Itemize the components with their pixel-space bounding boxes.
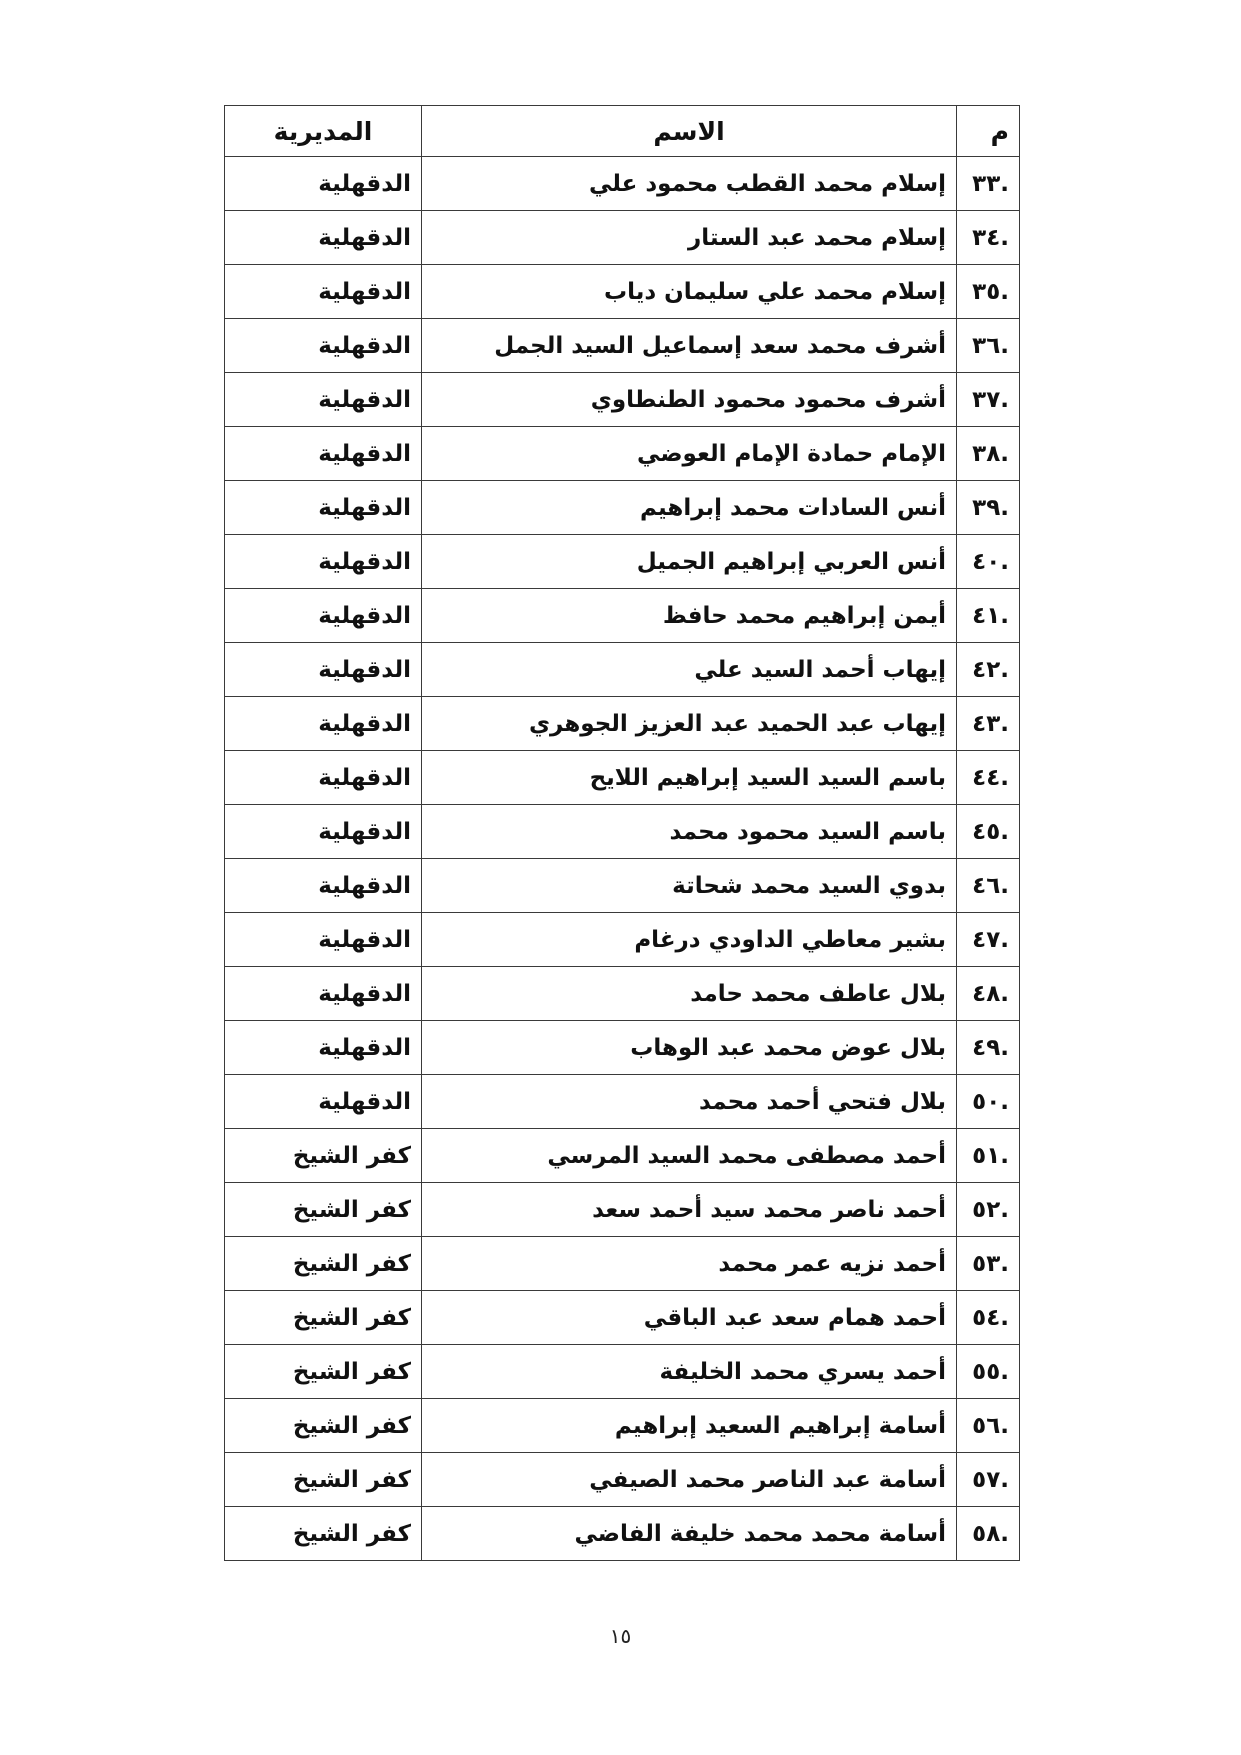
row-name: أحمد همام سعد عبد الباقي xyxy=(422,1291,957,1345)
row-name: أنس العربي إبراهيم الجميل xyxy=(422,535,957,589)
row-directorate: كفر الشيخ xyxy=(225,1399,422,1453)
row-number: .٤٤ xyxy=(957,751,1020,805)
row-name: إيهاب أحمد السيد علي xyxy=(422,643,957,697)
row-directorate: الدقهلية xyxy=(225,589,422,643)
table-row xyxy=(225,967,1020,1021)
table-row xyxy=(225,427,1020,481)
row-directorate: كفر الشيخ xyxy=(225,1453,422,1507)
table-row xyxy=(225,1237,1020,1291)
row-number: .٥١ xyxy=(957,1129,1020,1183)
table-header-row xyxy=(225,106,1020,157)
row-number: .٣٥ xyxy=(957,265,1020,319)
table-row xyxy=(225,859,1020,913)
table-row xyxy=(225,697,1020,751)
row-directorate: كفر الشيخ xyxy=(225,1183,422,1237)
row-directorate: الدقهلية xyxy=(225,697,422,751)
row-number: .٣٨ xyxy=(957,427,1020,481)
table-row xyxy=(225,1453,1020,1507)
row-directorate: كفر الشيخ xyxy=(225,1129,422,1183)
table-row xyxy=(225,319,1020,373)
row-name: أسامة محمد محمد خليفة الفاضي xyxy=(422,1507,957,1561)
row-number: .٣٩ xyxy=(957,481,1020,535)
row-directorate: الدقهلية xyxy=(225,535,422,589)
row-name: الإمام حمادة الإمام العوضي xyxy=(422,427,957,481)
table-row xyxy=(225,643,1020,697)
row-number: .٥٥ xyxy=(957,1345,1020,1399)
row-directorate: كفر الشيخ xyxy=(225,1291,422,1345)
table-row xyxy=(225,265,1020,319)
row-number: .٥٦ xyxy=(957,1399,1020,1453)
table-row xyxy=(225,1399,1020,1453)
row-number: .٥٧ xyxy=(957,1453,1020,1507)
row-name: أشرف محمود محمود الطنطاوي xyxy=(422,373,957,427)
row-directorate: الدقهلية xyxy=(225,913,422,967)
row-name: أنس السادات محمد إبراهيم xyxy=(422,481,957,535)
table-row xyxy=(225,1075,1020,1129)
row-directorate: كفر الشيخ xyxy=(225,1507,422,1561)
row-name: بدوي السيد محمد شحاتة xyxy=(422,859,957,913)
row-directorate: الدقهلية xyxy=(225,859,422,913)
row-name: أشرف محمد سعد إسماعيل السيد الجمل xyxy=(422,319,957,373)
header-directorate: المديرية xyxy=(225,106,422,157)
header-name: الاسم xyxy=(422,106,957,157)
row-number: .٣٤ xyxy=(957,211,1020,265)
row-name: أسامة عبد الناصر محمد الصيفي xyxy=(422,1453,957,1507)
row-number: .٤٩ xyxy=(957,1021,1020,1075)
row-name: أسامة إبراهيم السعيد إبراهيم xyxy=(422,1399,957,1453)
names-table xyxy=(224,105,1020,1561)
row-name: بلال عاطف محمد حامد xyxy=(422,967,957,1021)
table-row xyxy=(225,535,1020,589)
row-directorate: كفر الشيخ xyxy=(225,1237,422,1291)
row-number: .٤٢ xyxy=(957,643,1020,697)
table-row xyxy=(225,1129,1020,1183)
row-name: باسم السيد السيد إبراهيم اللايح xyxy=(422,751,957,805)
row-name: إسلام محمد علي سليمان دياب xyxy=(422,265,957,319)
row-directorate: الدقهلية xyxy=(225,1021,422,1075)
row-number: .٥٤ xyxy=(957,1291,1020,1345)
row-name: أحمد مصطفى محمد السيد المرسي xyxy=(422,1129,957,1183)
row-directorate: كفر الشيخ xyxy=(225,1345,422,1399)
row-name: بلال فتحي أحمد محمد xyxy=(422,1075,957,1129)
table-row xyxy=(225,913,1020,967)
row-directorate: الدقهلية xyxy=(225,319,422,373)
row-directorate: الدقهلية xyxy=(225,265,422,319)
row-number: .٤٥ xyxy=(957,805,1020,859)
table-row xyxy=(225,1183,1020,1237)
table-body xyxy=(225,157,1020,1561)
row-name: إسلام محمد القطب محمود علي xyxy=(422,157,957,211)
row-number: .٣٧ xyxy=(957,373,1020,427)
table-row xyxy=(225,805,1020,859)
row-number: .٤٦ xyxy=(957,859,1020,913)
row-number: .٥٠ xyxy=(957,1075,1020,1129)
row-number: .٥٨ xyxy=(957,1507,1020,1561)
row-name: بلال عوض محمد عبد الوهاب xyxy=(422,1021,957,1075)
page-number: ١٥ xyxy=(609,1624,632,1648)
row-name: أحمد نزيه عمر محمد xyxy=(422,1237,957,1291)
row-directorate: الدقهلية xyxy=(225,373,422,427)
table-row xyxy=(225,1291,1020,1345)
row-name: باسم السيد محمود محمد xyxy=(422,805,957,859)
table-row xyxy=(225,157,1020,211)
table-row xyxy=(225,1345,1020,1399)
row-directorate: الدقهلية xyxy=(225,643,422,697)
table-row xyxy=(225,1507,1020,1561)
row-number: .٤٣ xyxy=(957,697,1020,751)
row-number: .٤٨ xyxy=(957,967,1020,1021)
table-row xyxy=(225,211,1020,265)
header-number: م xyxy=(957,106,1020,157)
row-directorate: الدقهلية xyxy=(225,967,422,1021)
table-row xyxy=(225,481,1020,535)
row-number: .٥٣ xyxy=(957,1237,1020,1291)
row-name: أحمد ناصر محمد سيد أحمد سعد xyxy=(422,1183,957,1237)
row-name: إسلام محمد عبد الستار xyxy=(422,211,957,265)
row-number: .٤١ xyxy=(957,589,1020,643)
table-row xyxy=(225,1021,1020,1075)
row-directorate: الدقهلية xyxy=(225,805,422,859)
row-name: أيمن إبراهيم محمد حافظ xyxy=(422,589,957,643)
row-name: بشير معاطي الداودي درغام xyxy=(422,913,957,967)
row-directorate: الدقهلية xyxy=(225,481,422,535)
row-number: .٥٢ xyxy=(957,1183,1020,1237)
row-name: أحمد يسري محمد الخليفة xyxy=(422,1345,957,1399)
row-number: .٣٦ xyxy=(957,319,1020,373)
row-directorate: الدقهلية xyxy=(225,157,422,211)
row-directorate: الدقهلية xyxy=(225,427,422,481)
row-name: إيهاب عبد الحميد عبد العزيز الجوهري xyxy=(422,697,957,751)
row-directorate: الدقهلية xyxy=(225,751,422,805)
row-number: .٣٣ xyxy=(957,157,1020,211)
table-row xyxy=(225,589,1020,643)
row-number: .٤٧ xyxy=(957,913,1020,967)
table-row xyxy=(225,751,1020,805)
row-number: .٤٠ xyxy=(957,535,1020,589)
row-directorate: الدقهلية xyxy=(225,1075,422,1129)
table-row xyxy=(225,373,1020,427)
row-directorate: الدقهلية xyxy=(225,211,422,265)
